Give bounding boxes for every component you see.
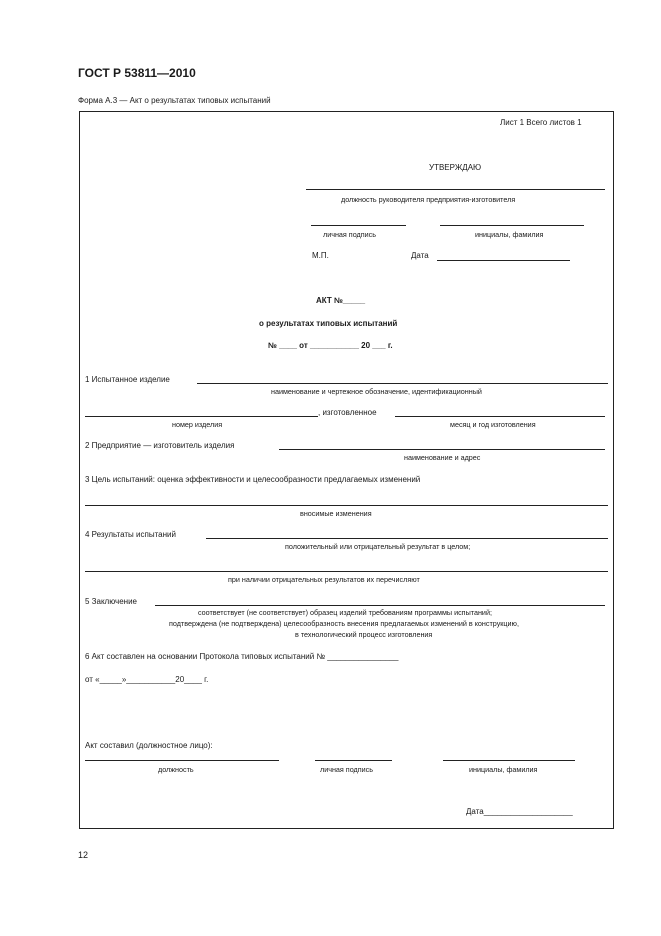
section-5-caption-2: подтверждена (не подтверждена) целесообразность внесения предлагаемых изменений в конструкцию, — [169, 619, 519, 628]
section-4-caption-2: при наличии отрицательных результатов их перечисляют — [228, 575, 420, 584]
section-6-label: 6 Акт составлен на основании Протокола типовых испытаний № ________________ — [85, 652, 399, 661]
section-2-label: 2 Предприятие — изготовитель изделия — [85, 441, 235, 450]
section-1-manufactured: , изготовленное — [318, 408, 377, 417]
approval-signature-line — [311, 225, 406, 226]
section-5-line — [155, 605, 605, 606]
approval-position-line — [306, 189, 605, 190]
signoff-name-caption: инициалы, фамилия — [469, 765, 538, 774]
approval-name-caption: инициалы, фамилия — [475, 230, 544, 239]
section-1-line — [197, 383, 608, 384]
section-1-caption-date: месяц и год изготовления — [450, 420, 536, 429]
section-5-caption-3: в технологический процесс изготовления — [295, 630, 433, 639]
approval-name-line — [440, 225, 584, 226]
approval-signature-caption: личная подпись — [323, 230, 376, 239]
signoff-date: Дата____________________ — [466, 807, 573, 816]
approval-position-caption: должность руководителя предприятия-изготовителя — [341, 195, 516, 204]
section-4-line — [206, 538, 608, 539]
section-3-caption: вносимые изменения — [300, 509, 372, 518]
signoff-signature-line — [315, 760, 392, 761]
signoff-label: Акт составил (должностное лицо): — [85, 741, 213, 750]
section-1-number-line — [85, 416, 318, 417]
section-4-label: 4 Результаты испытаний — [85, 530, 176, 539]
form-caption: Форма А.3 — Акт о результатах типовых испытаний — [78, 96, 271, 105]
signoff-position-line — [85, 760, 279, 761]
sheet-info: Лист 1 Всего листов 1 — [500, 118, 582, 127]
section-4-line-2 — [85, 571, 608, 572]
act-title: АКТ №_____ — [316, 296, 366, 305]
signoff-name-line — [443, 760, 575, 761]
form-frame — [79, 111, 614, 829]
act-number-line: № ____ от ___________ 20 ___ г. — [268, 341, 393, 350]
section-3-line — [85, 505, 608, 506]
approval-heading: УТВЕРЖДАЮ — [429, 163, 482, 172]
signoff-signature-caption: личная подпись — [320, 765, 373, 774]
act-subtitle: о результатах типовых испытаний — [259, 319, 398, 328]
section-1-caption: наименование и чертежное обозначение, идентификационный — [271, 387, 482, 396]
document-header: ГОСТ Р 53811—2010 — [78, 66, 196, 80]
section-6-date: от «_____»___________20____ г. — [85, 675, 209, 684]
section-1-caption-number: номер изделия — [172, 420, 223, 429]
section-4-caption-1: положительный или отрицательный результат в целом; — [285, 542, 471, 551]
section-1-label: 1 Испытанное изделие — [85, 375, 170, 384]
section-5-label: 5 Заключение — [85, 597, 137, 606]
section-3-label: 3 Цель испытаний: оценка эффективности и целесообразности предлагаемых изменений — [85, 475, 421, 484]
page-number: 12 — [78, 850, 89, 860]
section-2-caption: наименование и адрес — [404, 453, 481, 462]
section-5-caption-1: соответствует (не соответствует) образец изделий требованиям программы испытаний; — [198, 608, 492, 617]
signoff-position-caption: должность — [158, 765, 194, 774]
approval-date-line — [437, 260, 570, 261]
approval-date-label: Дата — [411, 251, 429, 260]
section-2-line — [279, 449, 605, 450]
section-1-date-line — [395, 416, 605, 417]
approval-stamp: М.П. — [312, 251, 329, 260]
